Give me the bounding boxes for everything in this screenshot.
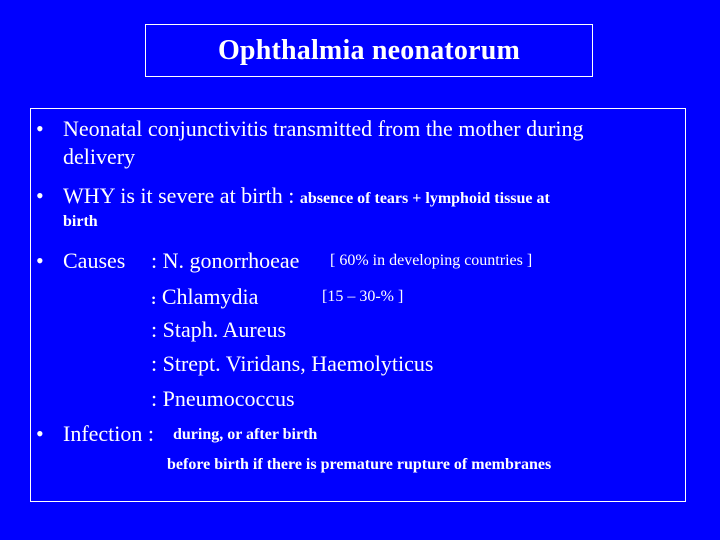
cause-gonorrhoeae-note: [ 60% in developing countries ] bbox=[330, 252, 533, 269]
slide-title: Ophthalmia neonatorum bbox=[217, 34, 521, 66]
bullet-3-glyph: • bbox=[36, 248, 44, 273]
cause-chlamydia bbox=[151, 284, 258, 310]
bullet-2-question: WHY is it severe at birth : bbox=[63, 183, 300, 208]
bullet-4-glyph: • bbox=[36, 421, 44, 446]
cause-chlamydia-name: Chlamydia bbox=[156, 284, 259, 309]
bullet-2-line-2: birth bbox=[63, 213, 98, 230]
bullet-1-line-2: delivery bbox=[63, 144, 136, 169]
title-box bbox=[145, 24, 593, 77]
infection-before-birth: before birth if there is premature rupture of membranes bbox=[167, 456, 552, 473]
bullet-2-answer: absence of tears + lymphoid tissue at bbox=[299, 190, 550, 207]
cause-chlamydia-note: [15 – 30-% ] bbox=[322, 288, 404, 305]
bullet-1-glyph: • bbox=[36, 116, 44, 141]
cause-gonorrhoeae: : N. gonorrhoeae bbox=[151, 248, 300, 273]
infection-label: Infection : bbox=[63, 421, 155, 446]
infection-timing: during, or after birth bbox=[173, 426, 318, 443]
cause-staph: : Staph. Aureus bbox=[151, 317, 287, 342]
cause-pneumococcus: : Pneumococcus bbox=[151, 386, 295, 411]
bullet-1-line-1: Neonatal conjunctivitis transmitted from the mother during bbox=[63, 116, 584, 141]
causes-label: Causes bbox=[63, 248, 126, 273]
cause-strept: : Strept. Viridans, Haemolyticus bbox=[151, 351, 434, 376]
bullet-2-glyph: • bbox=[36, 183, 44, 208]
cause-chlamydia-colon: : bbox=[151, 291, 157, 308]
bullet-2-line-1 bbox=[63, 183, 550, 209]
